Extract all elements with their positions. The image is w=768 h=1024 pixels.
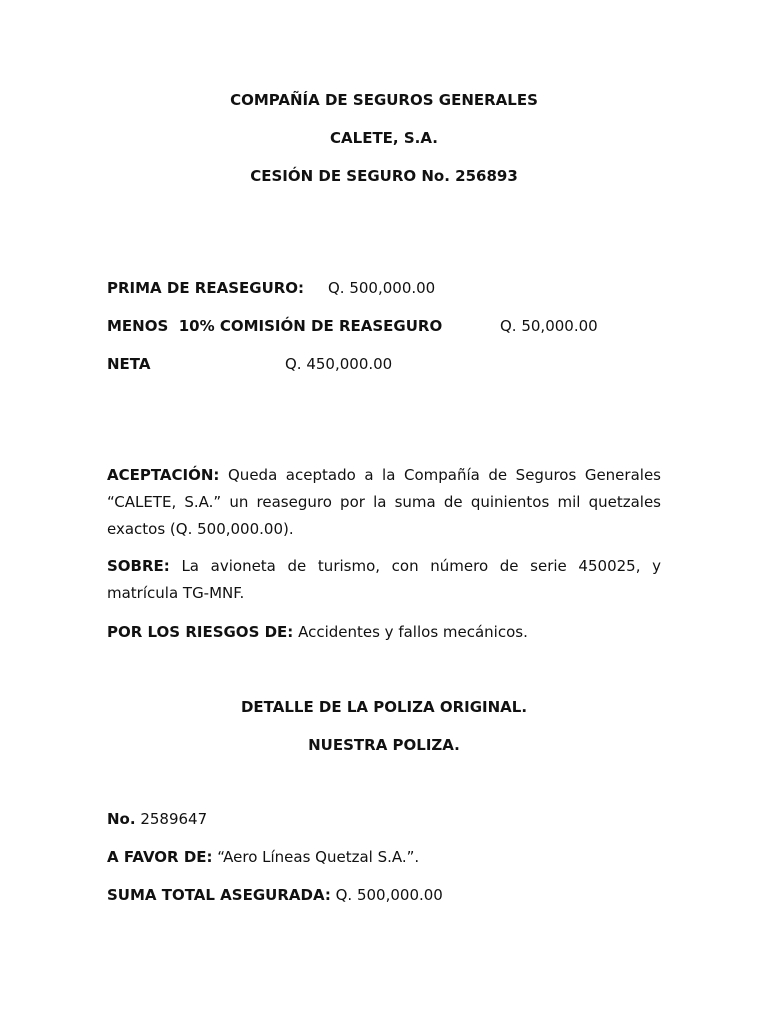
policy-number-value: 2589647 (140, 810, 208, 828)
gross-premium-value: Q. 500,000.00 (328, 279, 436, 297)
risks-label: POR LOS RIESGOS DE: (107, 623, 294, 641)
risks-text: Accidentes y fallos mecánicos. (298, 623, 528, 641)
total-insured-line (107, 885, 443, 905)
risks-line (107, 622, 528, 642)
policy-number-label: No. (107, 810, 136, 828)
gross-premium-label: PRIMA DE REASEGURO: (107, 279, 305, 297)
total-insured-label: SUMA TOTAL ASEGURADA: (107, 886, 331, 904)
subject-label: SOBRE: (107, 557, 170, 575)
company-name: CALETE, S.A. (330, 129, 438, 147)
subject-paragraph (107, 553, 661, 607)
acceptance-label: ACEPTACIÓN: (107, 466, 220, 484)
commission-value: Q. 50,000.00 (500, 317, 598, 335)
acceptance-text: Queda aceptado a la Compañía de Seguros Generales “CALETE, S.A.” un reaseguro por la suma de quinientos mil quetzales exactos (Q. 500,000.00). (107, 466, 661, 538)
company-heading: COMPAÑÍA DE SEGUROS GENERALES (230, 91, 538, 109)
acceptance-paragraph (107, 462, 661, 543)
subject-text: La avioneta de turismo, con número de serie 450025, y matrícula TG-MNF. (107, 557, 661, 602)
original-policy-title: DETALLE DE LA POLIZA ORIGINAL. (240, 698, 528, 716)
net-value: Q. 450,000.00 (285, 355, 393, 373)
beneficiary-line (107, 847, 419, 867)
commission-label: MENOS 10% COMISIÓN DE REASEGURO (107, 317, 443, 335)
total-insured-value: Q. 500,000.00 (335, 886, 443, 904)
policy-number-line (107, 809, 207, 829)
beneficiary-label: A FAVOR DE: (107, 848, 213, 866)
cession-number: CESIÓN DE SEGURO No. 256893 (250, 167, 518, 185)
original-policy-subtitle: NUESTRA POLIZA. (308, 736, 460, 754)
net-label: NETA (107, 355, 151, 373)
beneficiary-value: “Aero Líneas Quetzal S.A.”. (217, 848, 420, 866)
